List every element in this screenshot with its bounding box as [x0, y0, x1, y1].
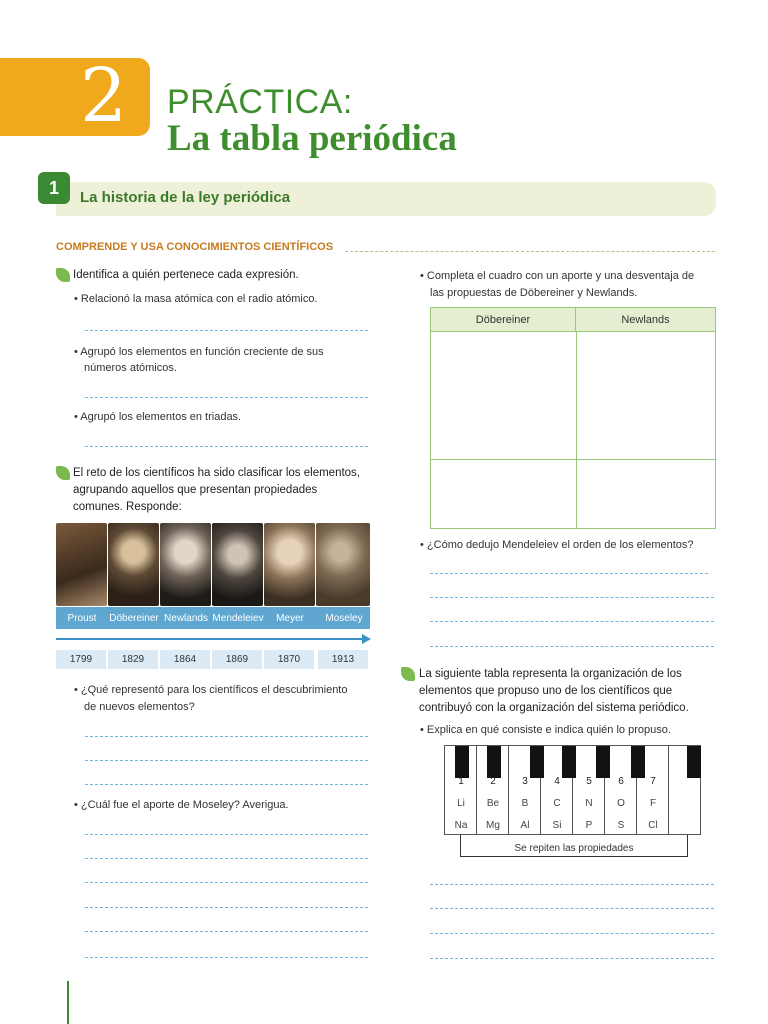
year-box: 1913: [318, 650, 368, 669]
answer-line[interactable]: [430, 933, 714, 934]
question-2-prompt-l1: El reto de los científicos ha sido clasificar los elementos,: [73, 467, 360, 479]
table-header-newlands: Newlands: [576, 308, 715, 332]
piano-black-key: [455, 746, 469, 778]
q2-bullet-1: • ¿Qué representó para los científicos el descubrimiento: [74, 684, 348, 696]
question-2-prompt-l3: comunes. Responde:: [73, 501, 182, 513]
piano-black-key: [596, 746, 610, 778]
octave-piano-diagram: [444, 745, 701, 835]
cell-newlands-desventaja[interactable]: [577, 460, 715, 528]
group-number: 7: [650, 776, 656, 787]
q1-bullet-3: • Agrupó los elementos en triadas.: [74, 411, 242, 423]
question-2-prompt-l2: agrupando aquellos que presentan propiedades: [73, 484, 318, 496]
element-symbol: Cl: [648, 820, 658, 831]
element-symbol: Si: [552, 820, 562, 831]
element-symbol: Al: [520, 820, 530, 831]
leaf-icon: [401, 667, 415, 681]
cell-newlands-aporte[interactable]: [577, 333, 715, 459]
portrait-mendeleiev: [212, 523, 263, 606]
year-box: 1829: [108, 650, 158, 669]
margin-rule: [67, 981, 69, 1024]
group-number: 1: [458, 776, 464, 787]
section-title: La historia de la ley periódica: [80, 189, 291, 206]
element-symbol: Na: [454, 820, 468, 831]
piano-black-key: [530, 746, 544, 778]
answer-line[interactable]: [85, 931, 368, 932]
section-number: 1: [38, 172, 70, 204]
portrait-meyer: [264, 523, 315, 606]
answer-line[interactable]: [430, 958, 714, 959]
scientist-name: Mendeleiev: [212, 613, 264, 624]
year-box: 1870: [264, 650, 314, 669]
year-box: 1869: [212, 650, 262, 669]
subheading: COMPRENDE Y USA CONOCIMIENTOS CIENTÍFICOS: [56, 241, 334, 253]
q1-bullet-1: • Relacionó la masa atómica con el radio atómico.: [74, 293, 318, 305]
comparison-table: [430, 307, 716, 529]
leaf-icon: [56, 268, 70, 282]
answer-line[interactable]: [85, 858, 368, 859]
element-symbol: Li: [457, 798, 465, 809]
scientist-name: Proust: [67, 613, 97, 624]
piano-black-key: [487, 746, 501, 778]
answer-line[interactable]: [430, 621, 714, 622]
portrait-newlands: [160, 523, 211, 606]
scientist-name: Newlands: [164, 613, 208, 624]
element-symbol: F: [649, 798, 657, 809]
timeline-arrow-head: [362, 634, 371, 644]
q3-bullet: • Explica en qué consiste e indica quién lo propuso.: [420, 724, 671, 736]
chapter-number-badge: [0, 53, 150, 139]
element-symbol: N: [585, 798, 593, 809]
right-intro-l1: • Completa el cuadro con un aporte y una desventaja de: [420, 270, 695, 282]
scientist-name: Meyer: [276, 613, 304, 624]
cell-dobereiner-desventaja[interactable]: [431, 460, 575, 528]
answer-line[interactable]: [85, 907, 368, 908]
q1-bullet-2: • Agrupó los elementos en función creciente de sus: [74, 346, 324, 358]
q2-bullet-2: • ¿Cuál fue el aporte de Moseley? Averigua.: [74, 799, 289, 811]
answer-line[interactable]: [85, 736, 368, 737]
element-symbol: Mg: [486, 820, 500, 831]
answer-line[interactable]: [85, 446, 368, 447]
bracket-caption: Se repiten las propiedades: [470, 843, 678, 854]
subheading-rule: [345, 251, 715, 252]
piano-black-key: [562, 746, 576, 778]
table-header-dobereiner: Döbereiner: [431, 308, 576, 332]
element-symbol: Be: [486, 798, 500, 809]
answer-line[interactable]: [430, 884, 714, 885]
group-number: 4: [554, 776, 560, 787]
answer-line[interactable]: [85, 397, 368, 398]
timeline-arrow: [56, 638, 366, 640]
question-3-prompt-l2: elementos que propuso uno de los científicos que: [419, 685, 673, 697]
element-symbol: O: [617, 798, 625, 809]
answer-line[interactable]: [85, 760, 368, 761]
year-box: 1799: [56, 650, 106, 669]
piano-black-key: [631, 746, 645, 778]
element-symbol: S: [617, 820, 625, 831]
scientist-name: Döbereiner: [109, 613, 159, 624]
answer-line[interactable]: [430, 908, 714, 909]
answer-line[interactable]: [85, 882, 368, 883]
answer-line[interactable]: [85, 957, 368, 958]
leaf-icon: [56, 466, 70, 480]
scientist-name: Moseley: [325, 613, 363, 624]
question-3-prompt-l3: contribuyó con la organización del sistema periódico.: [419, 702, 689, 714]
right-intro-l2: las propuestas de Döbereiner y Newlands.: [430, 287, 638, 299]
answer-line[interactable]: [85, 784, 368, 785]
piano-black-key: [687, 746, 701, 778]
portrait-moseley: [316, 523, 370, 606]
question-1-prompt: Identifica a quién pertenece cada expresión.: [73, 269, 299, 281]
q1-bullet-2-cont: números atómicos.: [84, 362, 177, 374]
group-number: 6: [618, 776, 624, 787]
portrait-dobereiner: [108, 523, 159, 606]
cell-dobereiner-aporte[interactable]: [431, 333, 575, 459]
element-symbol: B: [521, 798, 529, 809]
answer-line[interactable]: [430, 646, 714, 647]
group-number: 3: [522, 776, 528, 787]
chapter-number: 2: [80, 53, 128, 139]
page-kicker: PRÁCTICA:: [167, 83, 353, 121]
element-symbol: C: [553, 798, 561, 809]
element-symbol: P: [585, 820, 593, 831]
answer-line[interactable]: [85, 834, 368, 835]
year-box: 1864: [160, 650, 210, 669]
answer-line[interactable]: [85, 330, 368, 331]
q-mendeleiev: • ¿Cómo dedujo Mendeleiev el orden de los elementos?: [420, 539, 694, 551]
portrait-proust: [56, 523, 107, 606]
question-3-prompt-l1: La siguiente tabla representa la organización de los: [419, 668, 682, 680]
group-number: 2: [490, 776, 496, 787]
q2-bullet-1-cont: de nuevos elementos?: [84, 701, 195, 713]
answer-line[interactable]: [430, 573, 708, 574]
group-number: 5: [586, 776, 592, 787]
answer-line[interactable]: [430, 597, 714, 598]
page-title: La tabla periódica: [167, 118, 457, 159]
